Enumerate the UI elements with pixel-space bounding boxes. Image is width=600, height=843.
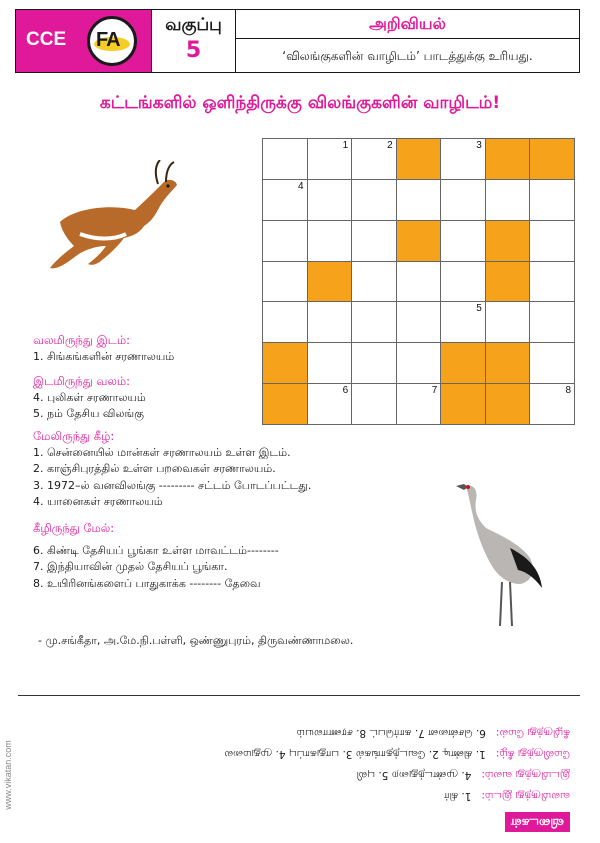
- answer-line: வலமிருந்து இடம்:1. கிர்: [443, 790, 570, 802]
- crossword-cell: [308, 262, 353, 303]
- crossword-cell: [352, 221, 397, 262]
- author-credit: - மு.சங்கீதா, அ.மே.நி.பள்ளி, ஒண்ணுபுரம், திருவண்ணாமலை.: [38, 634, 354, 647]
- crossword-cell: [308, 221, 353, 262]
- puzzle-title: கட்டங்களில் ஒளிந்திருக்கு விலங்குகளின் வாழிடம்!: [99, 93, 501, 113]
- clue-number: 4: [298, 180, 304, 192]
- grade-number: 5: [185, 38, 202, 63]
- crane-illustration: [450, 478, 550, 628]
- clue-item: 3. 1972–ல் வனவிலங்கு --------- சட்டம் போடப்பட்டது.: [33, 478, 312, 492]
- crossword-cell: [441, 262, 486, 303]
- clue-item: 1. சென்னையில் மான்கள் சரணாலயம் உள்ள இடம்.: [33, 445, 291, 459]
- clue-item: 6. கிண்டி தேசியப் பூங்கா உள்ள மாவட்டம்--------: [33, 543, 279, 557]
- clue-number: 7: [431, 385, 438, 397]
- lesson-note: ‘விலங்குகளின் வாழிடம்’ பாடத்துக்கு உரியது.: [282, 49, 533, 63]
- crossword-cell: [486, 384, 531, 425]
- clue-heading-top-to-bottom: மேலிருந்து கீழ்:: [33, 428, 115, 443]
- clue-number: 5: [476, 303, 482, 315]
- crossword-cell: [397, 139, 442, 180]
- crossword-cell: [263, 221, 308, 262]
- divider-line: [18, 695, 580, 696]
- crossword-cell: [352, 262, 397, 303]
- grade-label: வகுப்பு: [165, 15, 222, 35]
- worksheet-header: [15, 9, 580, 73]
- clue-heading-bottom-to-top: கீழிருந்து மேல்:: [33, 520, 115, 535]
- website-label: www.vikatan.com: [3, 740, 13, 810]
- answer-line: இடமிருந்து வலம்:4. முண்டந்துறை 5. புலி: [356, 769, 570, 781]
- clue-heading-left-to-right: இடமிருந்து வலம்:: [33, 373, 131, 388]
- crossword-cell: [486, 302, 531, 343]
- clue-item: 8. உயிரினங்களைப் பாதுகாக்க -------- தேவை: [33, 576, 261, 590]
- clue-item: 4. புலிகள் சரணாலயம்: [33, 390, 146, 404]
- answer-line: கீழிருந்து மேல்:6. சென்னை 7. கார்பெட் 8. சரணாலயம்: [296, 727, 570, 739]
- crossword-cell: [263, 180, 308, 221]
- crossword-cell: [397, 262, 442, 303]
- clue-item: 2. காஞ்சிபுரத்தில் உள்ள பறவைகள் சரணாலயம்.: [33, 462, 276, 475]
- crossword-cell: [441, 180, 486, 221]
- clue-item: 1. சிங்கங்களின் சரணாலயம்: [33, 350, 175, 363]
- fa-logo: [87, 16, 137, 66]
- crossword-cell: [486, 262, 531, 303]
- crossword-cell: [486, 180, 531, 221]
- clues-section: [33, 333, 463, 592]
- crossword-cell: [530, 343, 575, 384]
- crossword-cell: [441, 139, 486, 180]
- crossword-cell: [486, 343, 531, 384]
- clue-number: 3: [476, 140, 482, 151]
- crossword-cell: [530, 262, 575, 303]
- crossword-cell: [352, 139, 397, 180]
- crossword-cell: [530, 139, 575, 180]
- crossword-cell: [352, 180, 397, 221]
- answers-tag: விடைகள்: [505, 812, 570, 832]
- crossword-cell: [263, 139, 308, 180]
- deer-illustration: [40, 160, 185, 278]
- brand-text: CCE: [26, 29, 67, 50]
- clue-number: 6: [342, 385, 349, 397]
- clue-item: 5. நம் தேசிய விலங்கு: [33, 407, 144, 420]
- clue-item: 4. யானைகள் சரணாலயம்: [33, 495, 163, 508]
- clue-number: 2: [387, 140, 393, 151]
- subject-title: அறிவியல்: [236, 10, 579, 39]
- crossword-cell: [441, 221, 486, 262]
- clue-heading-right-to-left: வலமிருந்து இடம்:: [33, 333, 131, 347]
- answer-key: [30, 704, 570, 834]
- crossword-cell: [308, 180, 353, 221]
- clue-number: 8: [565, 385, 571, 397]
- logo-text: FA: [96, 29, 120, 51]
- crossword-cell: [308, 139, 353, 180]
- answer-line: மேலிருந்து கீழ்:1. கிண்டி 2. வேடந்தாங்கல் 3. பாதுகாப்பு 4. முதுமலை: [224, 748, 570, 760]
- clue-number: 1: [342, 140, 349, 151]
- crossword-cell: [397, 180, 442, 221]
- crossword-cell: [530, 384, 575, 425]
- crossword-cell: [263, 262, 308, 303]
- crossword-cell: [397, 221, 442, 262]
- crossword-cell: [486, 139, 531, 180]
- clue-item: 7. இந்தியாவின் முதல் தேசியப் பூங்கா.: [33, 560, 228, 573]
- crossword-cell: [530, 302, 575, 343]
- grade-box: [151, 10, 236, 72]
- crossword-cell: [530, 221, 575, 262]
- crossword-cell: [486, 221, 531, 262]
- crossword-cell: [530, 180, 575, 221]
- brand-badge: [16, 10, 151, 72]
